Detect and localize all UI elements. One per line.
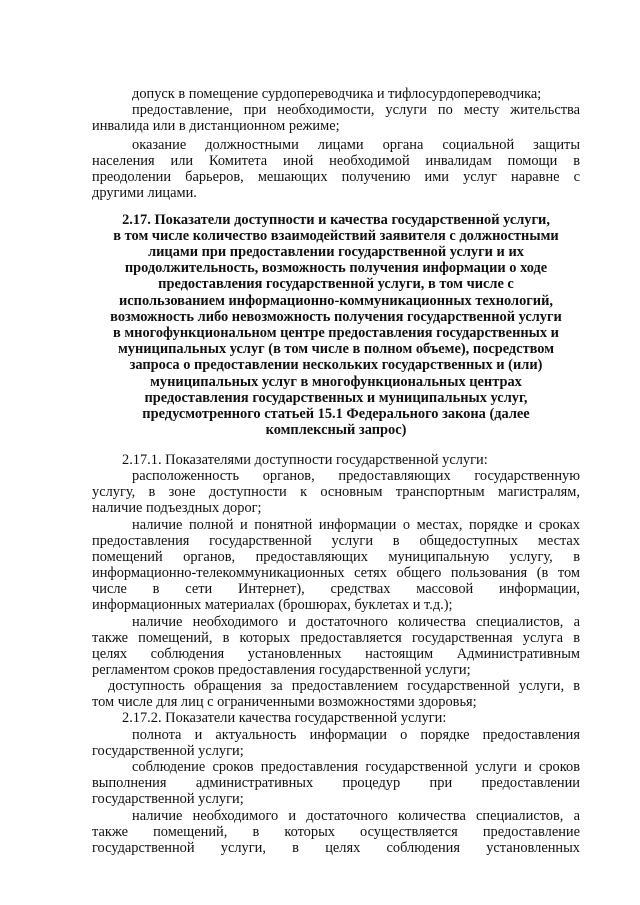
section-heading-line: лицами при предоставлении государственной услуги и их [148, 244, 524, 260]
text-line: инвалида или в дистанционном режиме; [92, 118, 340, 134]
section-heading-line: продолжительность, возможность получения информации о ходе [124, 260, 548, 276]
text-line: регламентом сроков предоставления государственной услуги; [92, 662, 471, 678]
text-line: услугу, в зоне доступности к основным транспортным магистралям, [92, 484, 580, 500]
text-line: другими лицами. [92, 185, 197, 201]
section-heading-line: 2.17. Показатели доступности и качества государственной услуги, [122, 212, 550, 228]
text-line: населения или Комитета иной необходимой инвалидам помощи в [92, 153, 580, 169]
text-line: допуск в помещение сурдопереводчика и тифлосурдопереводчика; [132, 86, 542, 102]
text-line: числе в сети Интернет), средствах массовой информации, [92, 581, 580, 597]
text-line: том числе для лиц с ограниченными возможностями здоровья; [92, 694, 477, 710]
text-line: государственной услуги, в целях соблюдения установленных [92, 840, 580, 856]
text-line: также помещений, в которых осуществляется предоставление [92, 824, 580, 840]
section-heading-line: запроса о предоставлении нескольких государственных и (или) [129, 357, 543, 373]
text-line: предоставление, при необходимости, услуги по месту жительства [132, 102, 580, 118]
text-line: целях соблюдения установленных настоящим Административным [92, 646, 580, 662]
section-heading-line: предоставления государственной услуги, в том числе с [158, 276, 514, 292]
text-line: выполнения административных процедур при предоставлении [92, 775, 580, 791]
text-line: наличие необходимого и достаточного количества специалистов, а [132, 808, 580, 824]
section-heading-line: в том числе количество взаимодействий заявителя с должностными [113, 228, 559, 244]
text-line: государственной услуги; [92, 791, 244, 807]
text-line: соблюдение сроков предоставления государственной услуги и сроков [132, 759, 580, 775]
text-line: государственной услуги; [92, 743, 244, 759]
text-line: доступность обращения за предоставлением государственной услуги, в [108, 678, 580, 694]
text-line: расположенность органов, предоставляющих государственную [132, 468, 580, 484]
text-line: наличие подъездных дорог; [92, 500, 262, 516]
text-line: наличие необходимого и достаточного количества специалистов, а [132, 614, 580, 630]
text-line: оказание должностными лицами органа социальной защиты [132, 137, 580, 153]
text-line: помещений органов, предоставляющих муниципальную услугу, в [92, 549, 580, 565]
section-heading-line: использованием информационно-коммуникационных технологий, [118, 293, 553, 309]
text-line: 2.17.2. Показатели качества государственной услуги: [122, 710, 447, 726]
section-heading-line: предусмотренного статьей 15.1 Федерального закона (далее [142, 406, 530, 422]
section-heading-line: возможность либо невозможность получения государственной услуги [110, 309, 562, 325]
text-line: также помещений, в которых предоставляется государственная услуга в [92, 630, 580, 646]
section-heading-line: муниципальных услуг в многофункциональных центрах [150, 374, 522, 390]
section-heading-line: предоставления государственных и муниципальных услуг, [144, 390, 528, 406]
section-heading-line: муниципальных услуг (в том числе в полном объеме), посредством [117, 341, 555, 357]
section-heading-line: комплексный запрос) [265, 422, 407, 438]
text-line: полнота и актуальность информации о порядке предоставления [132, 727, 580, 743]
text-line: предоставления государственной услуги в общедоступных местах [92, 533, 580, 549]
text-line: преодолении барьеров, мешающих получению ими услуг наравне с [92, 169, 580, 185]
section-heading-line: в многофункциональном центре предоставления государственных и [113, 325, 559, 341]
text-line: информационно-телекоммуникационных сетях общего пользования (в том [92, 565, 580, 581]
text-line: 2.17.1. Показателями доступности государственной услуги: [122, 452, 488, 468]
text-line: информационных материалах (брошюрах, буклетах и т.д.); [92, 597, 453, 613]
text-line: наличие полной и понятной информации о местах, порядке и сроках [132, 517, 580, 533]
